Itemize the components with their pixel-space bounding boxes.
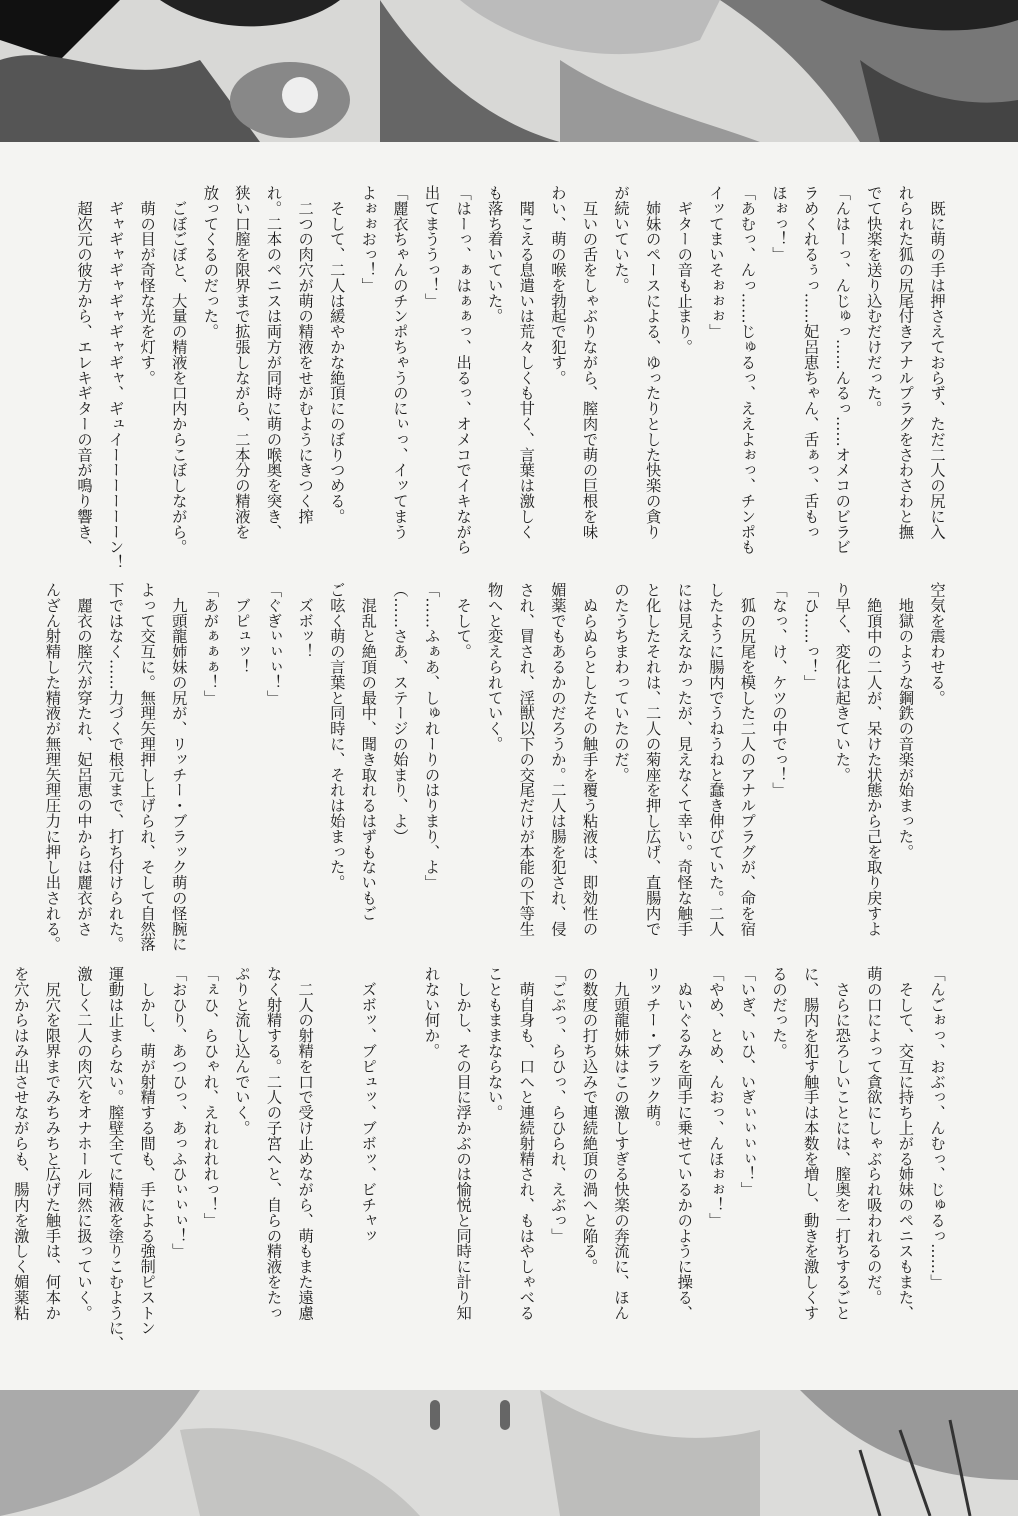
text-column: には見えなかったが、見えなくて幸い。奇怪な触手	[675, 582, 694, 937]
text-column: 九頭龍姉妹の尻が、リッチー・ブラック萌の怪腕に	[169, 582, 188, 952]
text-column: 「あむっ、んっ……じゅるっ、ええよぉっ、チンポも	[738, 185, 757, 555]
text-column: そして。	[454, 582, 473, 659]
text-column: 出てまううっ！」	[422, 185, 441, 309]
text-column: しかし、その目に浮かぶのは愉悦と同時に計り知	[454, 966, 473, 1321]
text-column: ごぼごぼと、大量の精液を口内からこぼしながら。	[169, 185, 188, 555]
text-column: わい、萌の喉を勃起で犯す。	[548, 185, 567, 386]
text-column: 「ぐぎぃぃぃ！」	[264, 582, 283, 706]
text-column: そして、交互に持ち上がる姉妹のペニスもまた、	[896, 966, 915, 1321]
text-column: 萌の口によって貪欲にしゃぶられ吸われるのだ。	[864, 966, 883, 1305]
text-column: 「ひ……っ！」	[801, 582, 820, 690]
text-column: （……さあ、ステージの始まり、よ）	[390, 582, 409, 844]
text-column: 姉妹のペースによる、ゆったりとした快楽の貪り	[643, 185, 662, 540]
text-column: 狐の尻尾を模した二人のアナルプラグが、命を宿	[738, 582, 757, 937]
text-column: しかし、萌が射精する間も、手による強制ピストン	[138, 966, 157, 1336]
text-column: 「やめ、とめ、んおっ、んほぉぉ！」	[706, 966, 725, 1228]
text-column: 「麗衣ちゃんのチンポちゃうのにぃっ、イッてまう	[390, 185, 409, 540]
text-column: が続いていた。	[612, 185, 631, 293]
text-column: ズボッ！	[296, 582, 315, 659]
text-column: 「……ふぁあ、しゅれーりのはりまり、よ」	[422, 582, 441, 890]
text-column: り早く、変化は起きていた。	[833, 582, 852, 783]
text-column: 聞こえる息遣いは荒々しくも甘く、言葉は激しく	[517, 185, 536, 540]
text-column: ほぉっ！」	[770, 185, 789, 262]
text-column: 尻穴を限界までみちみちと広げた触手は、何本か	[43, 966, 62, 1321]
text-column: そして、二人は緩やかな絶頂にのぼりつめる。	[327, 185, 346, 524]
text-column: 地獄のような鋼鉄の音楽が始まった。	[896, 582, 915, 860]
text-column: ブピュッ！	[232, 582, 251, 675]
text-column: よぉぉおっ！」	[359, 185, 378, 293]
text-column: に、腸内を犯す触手は本数を増し、動きを激しくす	[801, 966, 820, 1321]
text-column: 絶頂中の二人が、呆けた状態から己を取り戻すよ	[864, 582, 883, 937]
text-column: 既に萌の手は押さえておらず、ただ二人の尻に入	[928, 185, 946, 540]
text-column: 狭い口膣を限界まで拡張しながら、二本分の精液を	[232, 185, 251, 540]
text-column: 媚薬でもあるかのだろうか。二人は腸を犯され、侵	[548, 582, 567, 937]
text-column: こともままならない。	[485, 966, 504, 1120]
text-column: 互いの舌をしゃぶりながら、膣肉で萌の巨根を味	[580, 185, 599, 540]
text-tier-2	[36, 582, 952, 952]
text-column: 「なっ、け、ケツの中でっ！」	[770, 582, 789, 798]
text-column: も落ち着いていた。	[485, 185, 504, 324]
text-column: 下ではなく……力づくで根元まで、打ち付けられた。	[106, 582, 125, 952]
text-column: ご呟く萌の言葉と同時に、それは始まった。	[327, 582, 346, 890]
text-column: 物へと変えられていく。	[485, 582, 504, 752]
text-column: れ。二本のペニスは両方が同時に萌の喉奥を突き、	[264, 185, 283, 540]
bottom-illustration	[0, 1390, 1018, 1516]
text-column: ギターの音も止まり。	[675, 185, 694, 355]
text-column: ぬらぬらとしたその触手を覆う粘液は、即効性の	[580, 582, 599, 937]
text-column: 「ごぷっ、らひっ、らひられ、えぶっ」	[548, 966, 567, 1244]
text-column: 放ってくるのだった。	[201, 185, 220, 339]
text-column: でて快楽を送り込むだけだった。	[864, 185, 883, 416]
text-column: され、冒され、淫獣以下の交尾だけが本能の下等生	[517, 582, 536, 937]
text-column: の数度の打ち込みで連続絶頂の渦へと陥る。	[580, 966, 599, 1274]
text-column	[383, 966, 415, 1361]
text-column: ラめくれるぅっ……妃呂恵ちゃん、舌ぁっ、舌もっ	[801, 185, 820, 540]
text-column: 二つの肉穴が萌の精液をせがむようにきつく搾	[296, 185, 315, 524]
text-column: ぷりと流し込んでいく。	[232, 966, 251, 1136]
text-column: 運動は止まらない。膣壁全てに精液を塗りこむように、	[106, 966, 125, 1351]
text-column: ギャギャギャギャギャギャ、ギュイーーーーーーン！	[106, 185, 125, 570]
top-illustration	[0, 0, 1018, 142]
text-column: と化したそれは、二人の菊座を押し広げ、直腸内で	[643, 582, 662, 937]
text-column: 九頭龍姉妹はこの激しすぎる快楽の奔流に、ほん	[612, 966, 631, 1321]
text-tier-3	[4, 966, 952, 1361]
text-column: 激しく二人の肉穴をオナホール同然に扱っていく。	[74, 966, 93, 1321]
text-column: なく射精する。二人の子宮へと、自らの精液をたっ	[264, 966, 283, 1321]
text-column: 萌の目が奇怪な光を灯す。	[138, 185, 157, 386]
text-column: イッてまいそぉぉぉ」	[706, 185, 725, 339]
text-column: 「はーっ、ぁはぁぁっ、出るっ、オメコでイキながら	[454, 185, 473, 555]
text-column: 「ぇひ、らひゃれ、えれれれれっ！」	[201, 966, 220, 1228]
text-column: ズボッ、ブピュッ、ブボッ、ビチャッ	[359, 966, 378, 1244]
text-column: したように腸内でうねうねと蠢き伸びていた。二人	[706, 582, 725, 937]
text-column: ぬいぐるみを両手に乗せているかのように操る、	[675, 966, 694, 1321]
text-column: んざん射精した精液が無理矢理圧力に押し出される。	[43, 582, 62, 952]
text-column: 「んはーっ、んじゅっ……んるっ……オメコのビラビ	[833, 185, 852, 555]
text-column: 空気を震わせる。	[928, 582, 946, 706]
text-column: リッチー・ブラック萌。	[643, 966, 662, 1136]
text-column: のたうちまわっていたのだ。	[612, 582, 631, 783]
text-column: れられた狐の尻尾付きアナルプラグをさわさわと撫	[896, 185, 915, 540]
text-column: 「おひり、あつひっ、あっふひぃぃぃ！」	[169, 966, 188, 1259]
text-column	[320, 966, 352, 1361]
text-column: 二人の射精を口で受け止めながら、萌もまた遠慮	[296, 966, 315, 1321]
text-column: を穴からはみ出させながらも、腸内を激しく媚薬粘	[11, 966, 30, 1321]
text-column: 萌自身も、口へと連続射精され、もはやしゃべる	[517, 966, 536, 1321]
text-column: 「んごぉっ、おぶっ、んむっ、じゅるっ……」	[928, 966, 946, 1290]
text-tier-1	[67, 185, 952, 570]
text-column: 麗衣の膣穴が穿たれ、妃呂恵の中からは麗衣がさ	[74, 582, 93, 937]
text-column: 「いぎ、いひ、いぎぃぃぃぃ！」	[738, 966, 757, 1197]
text-column: れない何か。	[422, 966, 441, 1059]
text-column: 混乱と絶頂の最中、聞き取れるはずもないもご	[359, 582, 378, 921]
text-column: 超次元の彼方から、エレキギターの音が鳴り響き、	[74, 185, 93, 555]
text-column: 「あがぁぁぁ！」	[201, 582, 220, 706]
text-column: るのだった。	[770, 966, 789, 1059]
text-column: さらに恐ろしいことには、膣奥を一打ちするごと	[833, 966, 852, 1321]
text-column: よって交互に。無理矢理押し上げられ、そして自然落	[138, 582, 157, 952]
